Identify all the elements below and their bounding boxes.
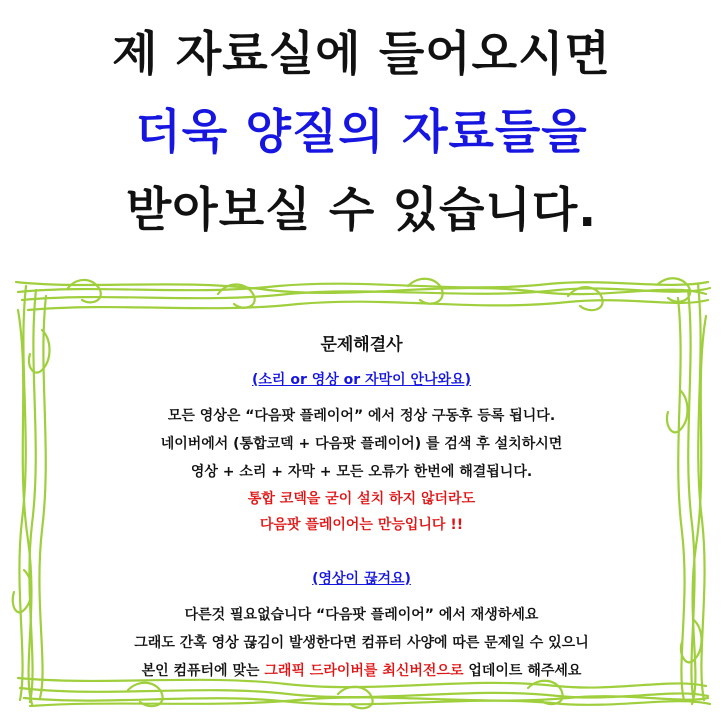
panel-title: 문제해결사 — [320, 335, 403, 355]
section2-subtitle — [40, 568, 683, 588]
section2-subtitle-suffix: ) — [404, 571, 411, 587]
section2-subtitle-prefix: (영상이 — [312, 571, 364, 587]
headline-line-2: 더욱 양질의 자료들을 — [135, 105, 588, 160]
section2-subtitle-highlight: 끊겨요 — [363, 571, 405, 587]
section1-warning-2: 다음팟 플레이어는 만능입니다 !! — [259, 517, 464, 533]
section2-last-line — [40, 657, 683, 685]
content-panel — [40, 330, 683, 685]
section1-line-2: 네이버에서 (통합코덱 + 다음팟 플레이어) 를 검색 후 설치하시면 — [160, 436, 563, 452]
section1-line-1: 모든 영상은 “다음팟 플레이어” 에서 정상 구동후 등록 됩니다. — [167, 408, 556, 424]
section1-warning-1: 통합 코덱을 굳이 설치 하지 않더라도 — [247, 491, 476, 507]
last-line-highlight: 그래픽 드라이버를 최신버전으로 — [264, 663, 464, 679]
section2-line-2: 그래도 간혹 영상 끊김이 발생한다면 컴퓨터 사양에 따른 문제일 수 있으니 — [134, 635, 589, 651]
section1-subtitle: (소리 or 영상 or 자막이 안나와요) — [252, 372, 471, 388]
last-line-part3: 업데이트 해주세요 — [463, 663, 582, 679]
headline-line-1: 제 자료실에 들어오시면 — [112, 27, 611, 82]
headline-block — [0, 16, 723, 250]
last-line-part1: 본인 컴퓨터에 맞는 — [141, 663, 265, 679]
section2-line-1: 다른것 필요없습니다 “다음팟 플레이어” 에서 재생하세요 — [184, 607, 539, 623]
section-spacer — [40, 538, 683, 568]
headline-line-3: 받아보실 수 있습니다. — [125, 183, 598, 238]
section1-line-3: 영상 + 소리 + 자막 + 모든 오류가 한번에 해결됩니다. — [190, 464, 533, 480]
